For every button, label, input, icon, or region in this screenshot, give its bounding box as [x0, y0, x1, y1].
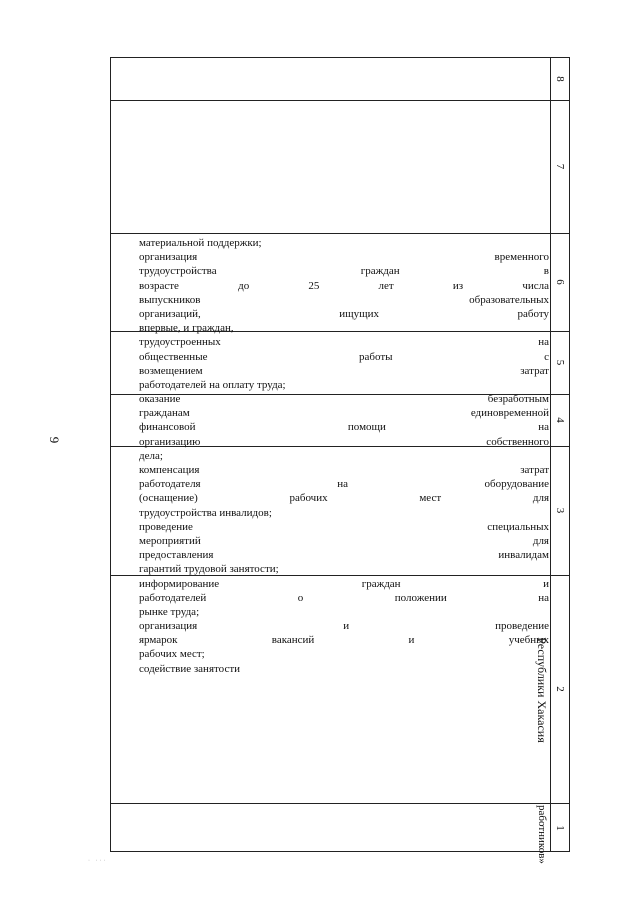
column-number: 8: [554, 76, 566, 82]
col7-line: гарантий трудовой занятости;: [139, 563, 279, 576]
rotated-table: [110, 57, 570, 864]
column-divider: [111, 233, 569, 234]
cell-col2-name: работников»: [536, 805, 548, 864]
cell-col7-measures: [109, 236, 549, 675]
col7-line: общественные работы с: [139, 350, 549, 363]
col7-line: организация временного: [139, 251, 549, 264]
column-number: 1: [554, 825, 566, 831]
column-number: 2: [554, 686, 566, 692]
col7-line: мероприятий для: [139, 534, 549, 547]
column-number: 6: [554, 279, 566, 285]
column-number: 7: [554, 163, 566, 170]
col7-line: дела;: [139, 449, 163, 462]
col7-text: [139, 236, 549, 676]
col7-line: впервые, и граждан,: [139, 322, 234, 335]
col7-line: гражданам единовременной: [139, 407, 549, 420]
column-divider: [111, 803, 569, 804]
col7-line: рабочих мест;: [139, 648, 205, 661]
col7-line: рынке труда;: [139, 605, 200, 618]
table: [110, 57, 570, 864]
scan-artifact: · ···: [88, 858, 108, 864]
col7-line: организацию собственного: [139, 435, 549, 448]
col7-line: возмещением затрат: [139, 364, 549, 377]
col7-line: трудоустройства инвалидов;: [139, 506, 272, 519]
col7-line: ярмарок вакансий и учебных: [139, 634, 549, 647]
col7-line: содействие занятости: [139, 662, 241, 675]
column-number: 4: [554, 417, 566, 423]
col7-line: предоставления инвалидам: [139, 549, 549, 562]
col7-line: трудоустройства граждан в: [139, 265, 549, 278]
page-number: 9: [47, 436, 62, 444]
cell-col3-region: Республики Хакасия: [535, 637, 549, 743]
col7-line: работодателей о положении на: [139, 591, 549, 604]
col7-line: оказание безработным: [139, 393, 549, 406]
col7-line: организаций, ищущих работу: [139, 307, 549, 320]
col7-line: компенсация затрат: [139, 464, 549, 476]
col7-line: проведение специальных: [139, 520, 549, 533]
col7-line: трудоустроенных на: [139, 336, 549, 349]
col7-line: (оснащение) рабочих мест для: [139, 492, 549, 505]
col7-line: выпускников образовательных: [139, 293, 549, 306]
col7-line: работодателей на оплату труда;: [139, 378, 286, 391]
col7-line: организация и проведение: [139, 620, 549, 633]
column-divider: [111, 100, 569, 101]
column-number: 3: [554, 507, 566, 514]
col7-line: возрасте до 25 лет из числа: [139, 279, 549, 292]
col7-line: работодателя на оборудование: [139, 478, 549, 491]
col7-line: информирование граждан и: [139, 577, 549, 590]
column-number: 5: [554, 359, 566, 366]
col7-line: материальной поддержки;: [139, 237, 262, 249]
col7-line: финансовой помощи на: [139, 421, 549, 434]
